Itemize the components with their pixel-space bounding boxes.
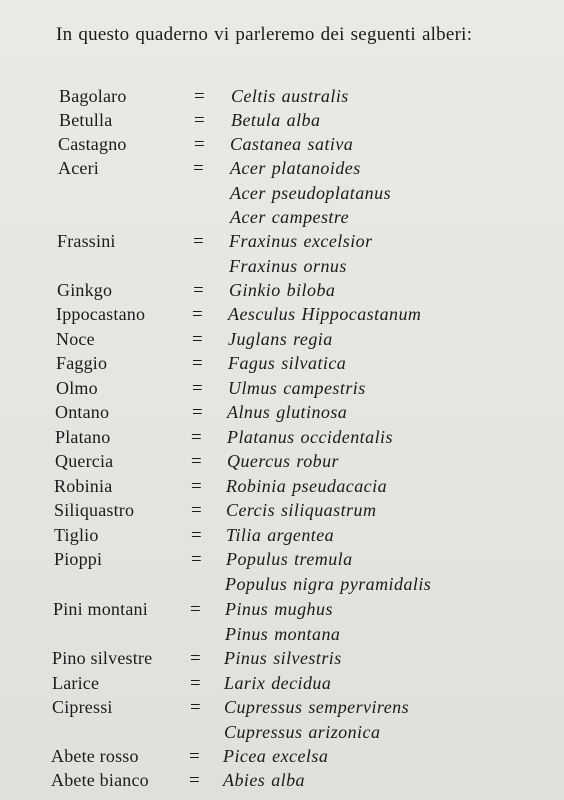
equals-sign: = (190, 697, 201, 718)
tree-entry (0, 673, 564, 697)
tree-entry (0, 599, 564, 623)
common-name: Bagolaro (59, 86, 127, 106)
tree-entry (0, 110, 564, 134)
scientific-name: Alnus glutinosa (227, 402, 348, 422)
tree-entry (0, 86, 564, 110)
tree-entry (0, 549, 564, 573)
scientific-name: Acer pseudoplatanus (230, 183, 392, 203)
tree-entry (0, 500, 564, 524)
equals-sign: = (191, 500, 202, 521)
tree-entry (0, 746, 564, 770)
scientific-name: Abies alba (223, 770, 305, 790)
tree-entry (0, 329, 564, 353)
scientific-name: Cupressus sempervirens (224, 697, 410, 717)
common-name: Ginkgo (57, 280, 113, 300)
tree-entry (0, 476, 564, 500)
common-name: Larice (52, 673, 100, 693)
scientific-name: Fraxinus excelsior (229, 231, 373, 251)
scientific-name: Fraxinus ornus (229, 256, 347, 276)
equals-sign: = (192, 378, 203, 399)
scientific-name: Picea excelsa (223, 746, 329, 766)
common-name: Betulla (59, 110, 113, 130)
tree-entry (0, 158, 564, 182)
scientific-name: Aesculus Hippocastanum (228, 304, 422, 324)
common-name: Quercia (55, 451, 114, 471)
scientific-name: Pinus silvestris (224, 648, 342, 668)
common-name: Robinia (54, 476, 113, 496)
scientific-name: Tilia argentea (226, 525, 335, 545)
tree-entry (0, 231, 564, 255)
tree-entry (0, 134, 564, 158)
scientific-name: Castanea sativa (230, 134, 354, 154)
tree-entry (0, 207, 564, 231)
equals-sign: = (194, 110, 205, 131)
scientific-name: Cupressus arizonica (224, 722, 381, 742)
common-name: Siliquastro (54, 500, 135, 520)
equals-sign: = (191, 476, 202, 497)
tree-entry (0, 427, 564, 451)
scientific-name: Ginkio biloba (229, 280, 336, 300)
common-name: Faggio (56, 353, 108, 373)
equals-sign: = (190, 648, 201, 669)
tree-entry (0, 525, 564, 549)
scientific-name: Acer platanoides (230, 158, 361, 178)
tree-entry (0, 378, 564, 402)
scientific-name: Celtis australis (231, 86, 349, 106)
scientific-name: Acer campestre (230, 207, 350, 227)
equals-sign: = (190, 673, 201, 694)
equals-sign: = (192, 304, 203, 325)
scientific-name: Populus nigra pyramidalis (225, 574, 432, 594)
common-name: Pino silvestre (52, 648, 153, 668)
common-name: Ippocastano (56, 304, 146, 324)
tree-entry (0, 697, 564, 721)
common-name: Aceri (58, 158, 99, 178)
common-name: Pioppi (54, 549, 103, 569)
equals-sign: = (191, 525, 202, 546)
common-name: Platano (55, 427, 111, 447)
tree-entry (0, 624, 564, 648)
equals-sign: = (191, 427, 202, 448)
common-name: Ontano (55, 402, 110, 422)
tree-entry (0, 183, 564, 207)
common-name: Tiglio (54, 525, 99, 545)
scientific-name: Pinus mughus (225, 599, 333, 619)
equals-sign: = (194, 86, 205, 107)
common-name: Abete rosso (51, 746, 139, 766)
tree-entry (0, 256, 564, 280)
equals-sign: = (189, 746, 200, 767)
equals-sign: = (192, 329, 203, 350)
common-name: Olmo (56, 378, 98, 398)
equals-sign: = (189, 770, 200, 791)
scientific-name: Juglans regia (228, 329, 333, 349)
tree-entry (0, 402, 564, 426)
tree-entry (0, 722, 564, 746)
tree-entry (0, 280, 564, 304)
equals-sign: = (190, 599, 201, 620)
scientific-name: Robinia pseudacacia (226, 476, 388, 496)
equals-sign: = (194, 134, 205, 155)
scientific-name: Pinus montana (225, 624, 341, 644)
common-name: Frassini (57, 231, 116, 251)
equals-sign: = (191, 451, 202, 472)
tree-entry (0, 353, 564, 377)
scientific-name: Ulmus campestris (228, 378, 366, 398)
equals-sign: = (191, 549, 202, 570)
common-name: Cipressi (52, 697, 113, 717)
scientific-name: Cercis siliquastrum (226, 500, 377, 520)
equals-sign: = (193, 158, 204, 179)
common-name: Abete bianco (51, 770, 149, 790)
equals-sign: = (192, 402, 203, 423)
intro-heading: In questo quaderno vi parleremo dei seguenti alberi: (56, 24, 473, 45)
tree-entry (0, 304, 564, 328)
scientific-name: Quercus robur (227, 451, 340, 471)
tree-entry (0, 648, 564, 672)
equals-sign: = (192, 353, 203, 374)
common-name: Noce (56, 329, 95, 349)
tree-entry (0, 770, 564, 794)
scientific-name: Fagus silvatica (228, 353, 347, 373)
scientific-name: Larix decidua (224, 673, 332, 693)
common-name: Pini montani (53, 599, 148, 619)
equals-sign: = (193, 280, 204, 301)
tree-entry (0, 451, 564, 475)
equals-sign: = (193, 231, 204, 252)
common-name: Castagno (58, 134, 127, 154)
scientific-name: Platanus occidentalis (227, 427, 393, 447)
scientific-name: Betula alba (231, 110, 321, 130)
scientific-name: Populus tremula (226, 549, 353, 569)
tree-entry (0, 574, 564, 598)
